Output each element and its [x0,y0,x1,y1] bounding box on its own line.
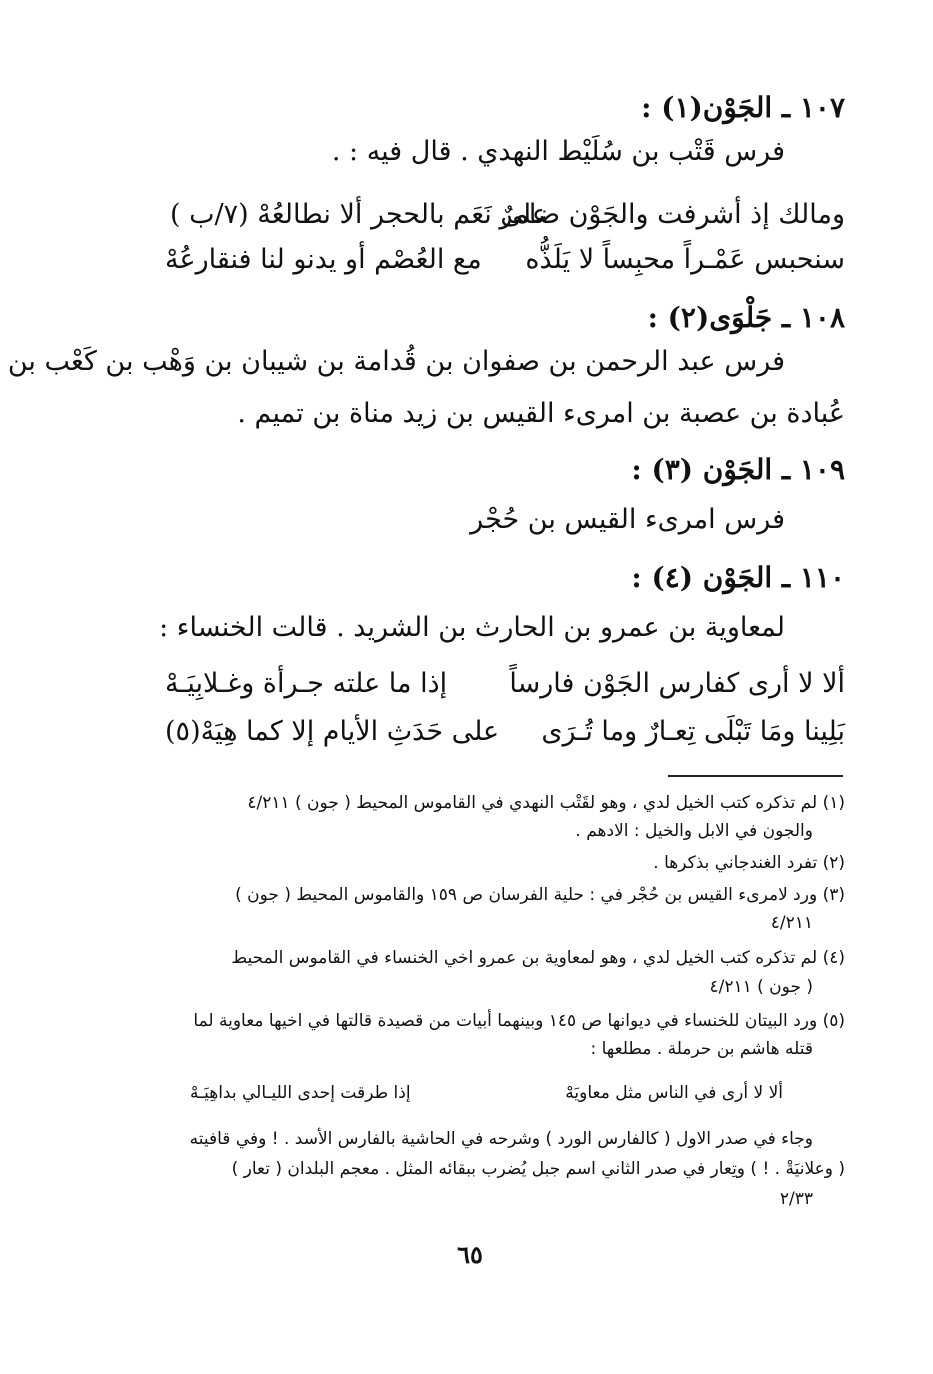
verse-4-first-hemistich: بَلِينا ومَا تَبْلَى تِعـارٌ وما تُـرَى [541,716,845,747]
footnote-4-line1: (٤) لم تذكره كتب الخيل لدي ، وهو لمعاوية بن عمرو اخي الخنساء في القاموس المحيط [231,948,845,968]
verse-2-first-hemistich: سنحبس عَمْـراً محبِساً لا يَلَذُّه [525,244,845,275]
footnote-5-verse-first-hemistich: ألا لا أرى في الناس مثل معاويَهْ [565,1083,783,1103]
verse-1-second-hemistich: على نَعَم بالحجر ألا نطالعُهْ (٧/ب ) [170,199,548,230]
entry-107-text: فرس قَتْب بن سُلَيْط النهدي . قال فيه : . [331,136,785,167]
entry-108-heading: ١٠٨ ـ جَلْوَى(٢) : [647,301,845,334]
page-number: ٦٥ [457,1240,483,1269]
footnote-5-line4: ( وعلانيَةْ . ! ) وتِعار في صدر الثاني اسم جبل يُضرب ببقائه المثل . معجم البلدان ( تعار ) [231,1159,845,1179]
footnote-5-line1: (٥) ورد البيتان للخنساء في ديوانها ص ١٤٥ وبينهما أبيات من قصيدة قالتها في اخيها معاوية لما [193,1011,845,1031]
entry-110-heading: ١١٠ ـ الجَوْن (٤) : [631,561,845,594]
footnote-separator [668,775,843,777]
footnote-4-line2: ( جون ) ٤/٢١١ [709,977,813,997]
footnote-3-line1: (٣) ورد لامرىء القيس بن حُجْر في : حلية الفرسان ص ١٥٩ والقاموس المحيط ( جون ) [235,885,845,905]
entry-109-text: فرس امرىء القيس بن حُجْر [470,504,785,535]
verse-3-first-hemistich: ألا لا أرى كفارس الجَوْن فارساً [509,668,845,699]
footnote-5-line3: وجاء في صدر الاول ( كالفارس الورد ) وشرحه في الحاشية بالفارس الأسد . ! وفي قافيته [189,1129,813,1149]
footnote-3-line2: ٤/٢١١ [770,913,813,933]
footnote-1-line1: (١) لم تذكره كتب الخيل لدي ، وهو لقَتْب النهدي في القاموس المحيط ( جون ) ٤/٢١١ [247,793,845,813]
footnote-2: (٢) تفرد الغندجاني بذكرها . [653,853,845,873]
verse-4-second-hemistich: على حَدَثِ الأيام إلا كما هِيَهْ(٥) [165,716,500,747]
entry-110-text: لمعاوية بن عمرو بن الحارث بن الشريد . قالت الخنساء : [159,612,785,643]
footnote-1-line2: والجون في الابل والخيل : الادهم . [575,821,813,841]
verse-3-second-hemistich: إذا ما علته جـرأة وغـلابِيَـهْ [165,668,448,699]
footnote-5-line2: قتله هاشم بن حرملة . مطلعها : [590,1039,813,1059]
verse-2-second-hemistich: مع العُصْم أو يدنو لنا فنقارعُهْ [165,244,482,275]
entry-108-text-line2: عُبادة بن عصبة بن امرىء القيس بن زيد مناة بن تميم . [237,398,845,429]
entry-107-heading: ١٠٧ ـ الجَوْن(١) : [641,91,845,124]
footnote-5-line5: ٢/٣٣ [779,1189,813,1209]
verse-1-first-hemistich: ومالك إذ أشرفت والجَوْن ضامرٌ [499,199,845,230]
entry-109-heading: ١٠٩ ـ الجَوْن (٣) : [631,453,845,486]
footnote-5-verse-second-hemistich: إذا طرقت إحدى الليـالي بداهِيَـهْ [190,1083,411,1103]
entry-108-text-line1: فرس عبد الرحمن بن صفوان بن قُدامة بن شيبان بن وَهْب بن كَعْب بن [7,346,785,377]
